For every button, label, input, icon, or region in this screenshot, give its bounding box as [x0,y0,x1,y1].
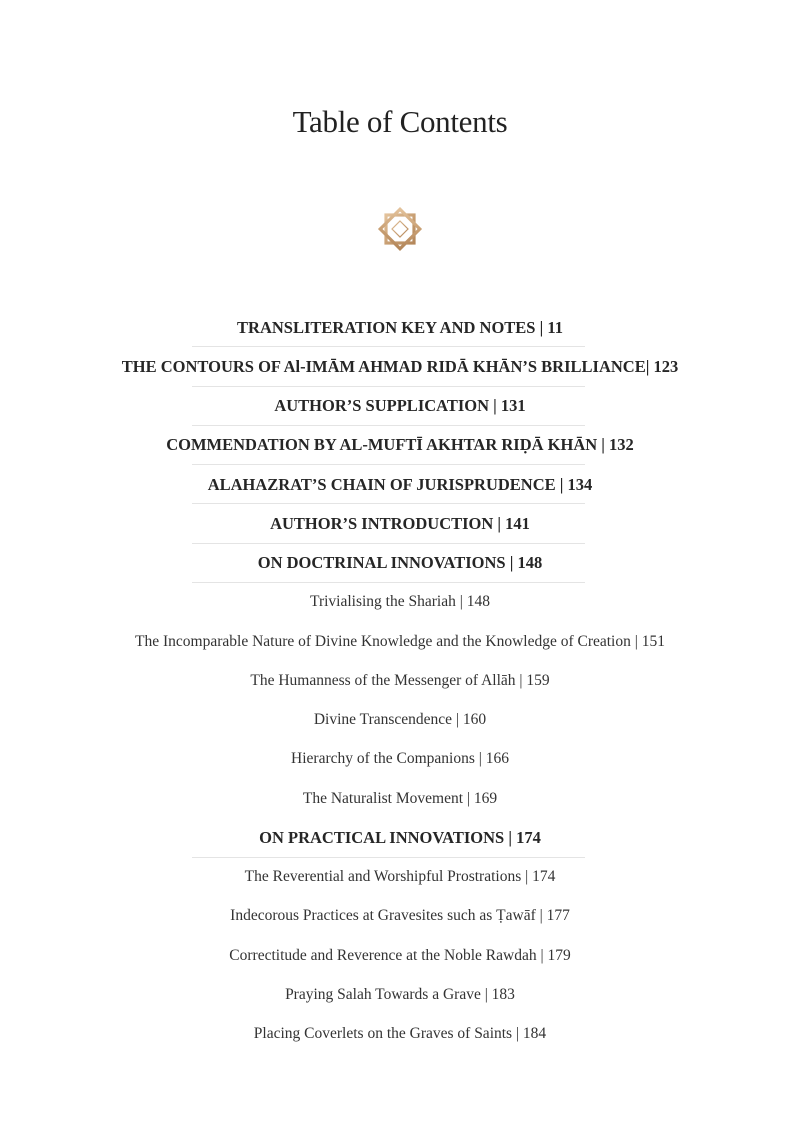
toc-section-heading[interactable]: AUTHOR’S SUPPLICATION | 131 [0,387,800,426]
toc-subsection-entry[interactable]: Praying Salah Towards a Grave | 183 [285,985,515,1003]
toc-subsection-entry[interactable]: The Humanness of the Messenger of Allāh | 159 [250,671,550,689]
toc-section-heading[interactable]: TRANSLITERATION KEY AND NOTES | 11 [0,308,800,347]
table-of-contents [0,308,800,1054]
toc-subsection-entry[interactable]: The Reverential and Worshipful Prostrations | 174 [244,868,556,886]
toc-subsection-entry[interactable]: Hierarchy of the Companions | 166 [291,750,509,768]
toc-subsection-entry[interactable]: The Incomparable Nature of Divine Knowledge and the Knowledge of Creation | 151 [135,632,665,650]
gold-eight-point-star-icon [372,201,428,257]
toc-subsection-entry[interactable]: Trivialising the Shariah | 148 [310,593,490,611]
toc-subsection-entry[interactable]: Correctitude and Reverence at the Noble Rawdah | 179 [229,946,571,964]
toc-section-heading[interactable]: ON DOCTRINAL INNOVATIONS | 148 [0,544,800,583]
toc-subsection-entry[interactable]: The Naturalist Movement | 169 [302,789,498,807]
toc-section-heading[interactable]: COMMENDATION BY AL-MUFTĪ AKHTAR RIḌĀ KHĀN | 132 [0,426,800,465]
page-title: Table of Contents [292,104,508,139]
toc-section-heading[interactable]: ON PRACTICAL INNOVATIONS | 174 [0,818,800,857]
toc-section-heading[interactable]: ALAHAZRAT’S CHAIN OF JURISPRUDENCE | 134 [0,465,800,504]
toc-section-heading[interactable]: AUTHOR’S INTRODUCTION | 141 [0,504,800,543]
toc-section-heading[interactable]: THE CONTOURS OF Al-IMĀM AHMAD RIDĀ KHĀN’S BRILLIANCE| 123 [0,347,800,386]
toc-subsection-entry[interactable]: Placing Coverlets on the Graves of Saints | 184 [253,1025,547,1043]
toc-subsection-entry[interactable]: Indecorous Practices at Gravesites such as Ṭawāf | 177 [230,907,570,925]
toc-subsection-entry[interactable]: Divine Transcendence | 160 [313,711,487,729]
